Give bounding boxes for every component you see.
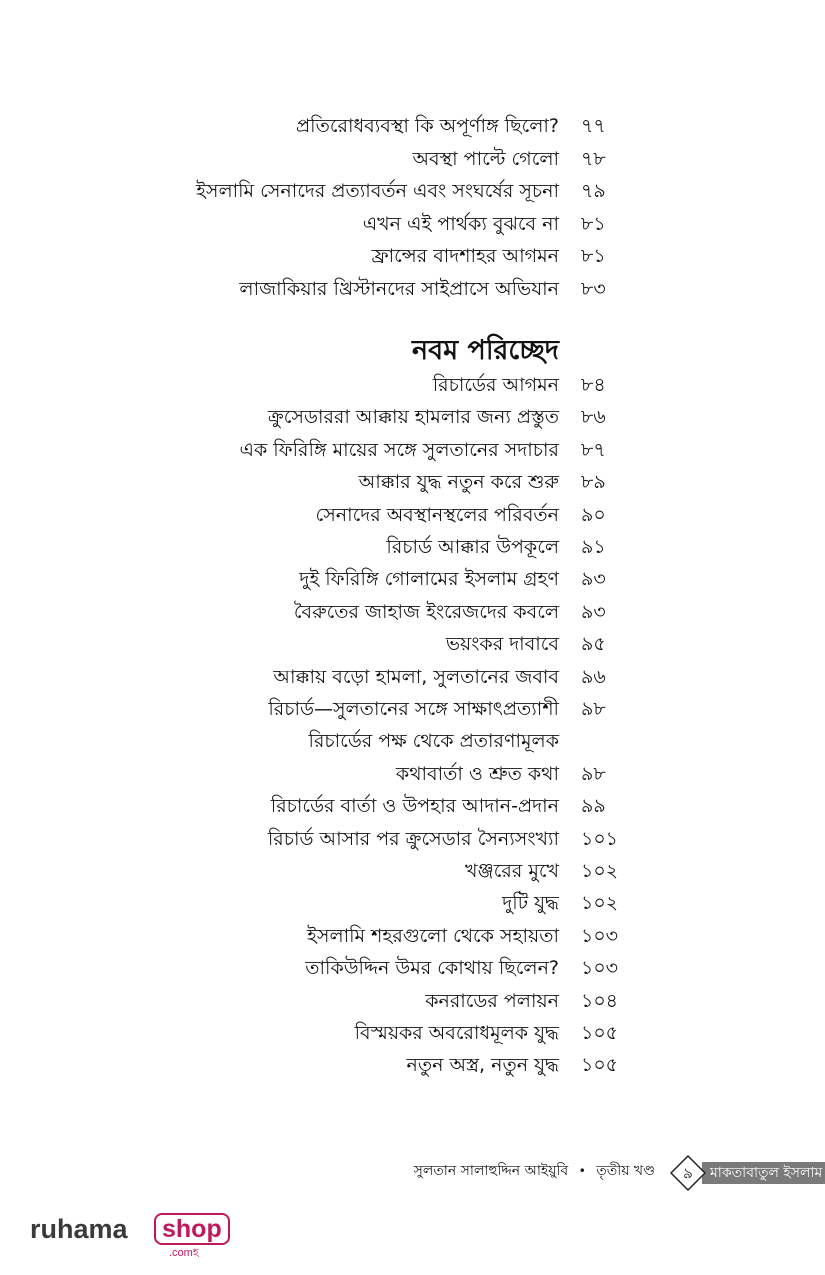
toc-entry: [0, 663, 825, 695]
toc-entry-page: ৮৪: [581, 374, 606, 396]
toc-entry: [0, 468, 825, 500]
page-footer: [0, 1145, 825, 1201]
toc-entry-page: ১০৫: [581, 1022, 619, 1044]
toc-entry-page: ১০২: [581, 892, 619, 915]
toc-entry-page: ৯৮: [581, 698, 606, 720]
toc-entry-title: রিচার্ড—সুলতানের সঙ্গে সাক্ষাৎপ্রত্যাশী: [268, 698, 559, 720]
toc-entry-title: দুই ফিরিঙ্গি গোলামের ইসলাম গ্রহণ: [299, 568, 559, 591]
toc-entry-page: ৯০: [581, 503, 606, 526]
toc-entry-title: ফ্রান্সের বাদশাহর আগমন: [371, 245, 559, 267]
toc-entry: [0, 954, 825, 986]
toc-entry-page: ৮৬: [581, 406, 606, 429]
toc-entry-page: ৭৯: [581, 180, 606, 202]
toc-entry: [0, 598, 825, 630]
toc-entry: [0, 825, 825, 857]
toc-entry-title: রিচার্ডের পক্ষ থেকে প্রতারণামূলক: [308, 730, 559, 753]
toc-entry: [0, 1051, 825, 1083]
toc-entry-page: ৯৯: [581, 795, 606, 818]
toc-entry-title: বৈরুতের জাহাজ ইংরেজদের কবলে: [293, 600, 559, 623]
toc-entry-page: ৮৩: [581, 277, 606, 300]
toc-entry: [0, 145, 825, 177]
series-band: [702, 1162, 825, 1184]
toc-entry-title: অবস্থা পাল্টে গেলো: [412, 147, 559, 170]
toc-entry: [0, 565, 825, 597]
logo-brand: ruhama: [30, 1214, 128, 1244]
toc-entry-title: খঞ্জরের মুখে: [465, 860, 559, 882]
toc-entry: [0, 987, 825, 1019]
toc-entry-title: সেনাদের অবস্থানস্থলের পরিবর্তন: [315, 503, 559, 526]
volume-label: তৃতীয় খণ্ড: [596, 1163, 655, 1179]
toc-entry-page: ৮৭: [581, 438, 606, 461]
toc-entry-page: ৯৫: [581, 633, 606, 656]
toc-entry: [0, 630, 825, 662]
toc-entry-page: ৭৮: [581, 147, 606, 170]
toc-entry: [0, 760, 825, 792]
toc-entry-title: ইসলামি সেনাদের প্রত্যাবর্তন এবং সংঘর্ষের সূচনা: [196, 180, 559, 202]
page-number: ৯: [683, 1164, 693, 1182]
toc-entry-page: ৮১: [581, 212, 606, 235]
toc-entry-title: তাকিউদ্দিন উমর কোথায় ছিলেন?: [305, 957, 559, 980]
watermark-logo: [30, 1212, 230, 1262]
toc-entry-page: ৮৯: [581, 471, 606, 494]
toc-entry-page: ১০১: [581, 827, 619, 850]
toc-entry-page: ১০৪: [581, 989, 619, 1012]
toc-entry-title: ক্রুসেডাররা আক্কায় হামলার জন্য প্রস্তুত: [267, 406, 559, 429]
toc-entry-page: ৯৩: [581, 600, 606, 623]
toc-entry: [0, 695, 825, 727]
toc-entry: [0, 501, 825, 533]
toc-entry: [0, 112, 825, 144]
logo-domain: .comহ: [169, 1247, 199, 1259]
toc-entry-page: ১০২: [581, 860, 619, 882]
series-title: মাকতাবাতুল ইসলাম: [710, 1165, 823, 1181]
toc-entry-page: ১০৩: [581, 957, 619, 980]
toc-entry: [0, 403, 825, 435]
toc-entry-title: আক্কার যুদ্ধ নতুন করে শুরু: [358, 471, 559, 494]
toc-entry-title: কনরাডের পলায়ন: [425, 989, 559, 1012]
toc-entry: [0, 922, 825, 954]
toc-entry-title: রিচার্ডের আগমন: [432, 374, 559, 396]
toc-entry-title: আক্কায় বড়ো হামলা, সুলতানের জবাব: [273, 665, 559, 688]
toc-entry-page: ৯১: [581, 536, 606, 558]
toc-entry: [0, 792, 825, 824]
chapter-heading: নবম পরিচ্ছেদ: [411, 335, 559, 366]
running-header: [414, 1161, 655, 1181]
separator-bullet: •: [578, 1164, 586, 1178]
toc-entry-page: ১০৩: [581, 924, 619, 947]
toc-entry: [0, 210, 825, 242]
toc-entry-page: ৮১: [581, 245, 606, 267]
toc-entry: [0, 177, 825, 209]
logo-shop-badge: shop: [154, 1213, 230, 1245]
toc-entry-page: ৯৮: [581, 762, 606, 785]
toc-entry-page: ৯৬: [581, 665, 606, 688]
toc-entry-title: বিস্ময়কর অবরোধমূলক যুদ্ধ: [354, 1022, 559, 1044]
toc-entry-title: কথাবার্তা ও শ্রুত কথা: [395, 762, 559, 785]
toc-entry-title: প্রতিরোধব্যবস্থা কি অপূর্ণাঙ্গ ছিলো?: [296, 115, 559, 137]
toc-entry-title: ইসলামি শহরগুলো থেকে সহায়তা: [307, 924, 559, 947]
toc-entry-title: নতুন অস্ত্র, নতুন যুদ্ধ: [406, 1054, 559, 1077]
toc-entry-title: এক ফিরিঙ্গি মায়ের সঙ্গে সুলতানের সদাচার: [239, 438, 559, 461]
toc-entry-page: ৯৩: [581, 568, 606, 591]
toc-entry-title: এখন এই পার্থক্য বুঝবে না: [362, 212, 559, 235]
toc-entry: [0, 889, 825, 921]
toc-entry-title: রিচার্ড আক্কার উপকূলে: [386, 536, 559, 558]
page-number-diamond: [670, 1155, 706, 1191]
toc-entry-title: রিচার্ড আসার পর ক্রুসেডার সৈন্যসংখ্যা: [267, 827, 559, 850]
toc-entry-title: লাজাকিয়ার খ্রিস্টানদের সাইপ্রাসে অভিযান: [239, 277, 559, 300]
toc-entry: [0, 436, 825, 468]
toc-entry: [0, 533, 825, 565]
toc-entry: [0, 371, 825, 403]
toc-entry: [0, 1019, 825, 1051]
toc-entry: [0, 242, 825, 274]
toc-entry-page: ১০৫: [581, 1054, 619, 1077]
toc-entry-title: ভয়ংকর দাবাবে: [445, 633, 559, 656]
toc-entry-page: ৭৭: [581, 115, 606, 137]
toc-entry-title: দুটি যুদ্ধ: [502, 892, 559, 915]
toc-entry: [0, 727, 825, 759]
book-title: সুলতান সালাহুদ্দিন আইয়ুবি: [413, 1163, 569, 1179]
toc-entry: [0, 857, 825, 889]
toc-entry-title: রিচার্ডের বার্তা ও উপহার আদান-প্রদান: [270, 795, 559, 818]
toc-entry: [0, 275, 825, 307]
